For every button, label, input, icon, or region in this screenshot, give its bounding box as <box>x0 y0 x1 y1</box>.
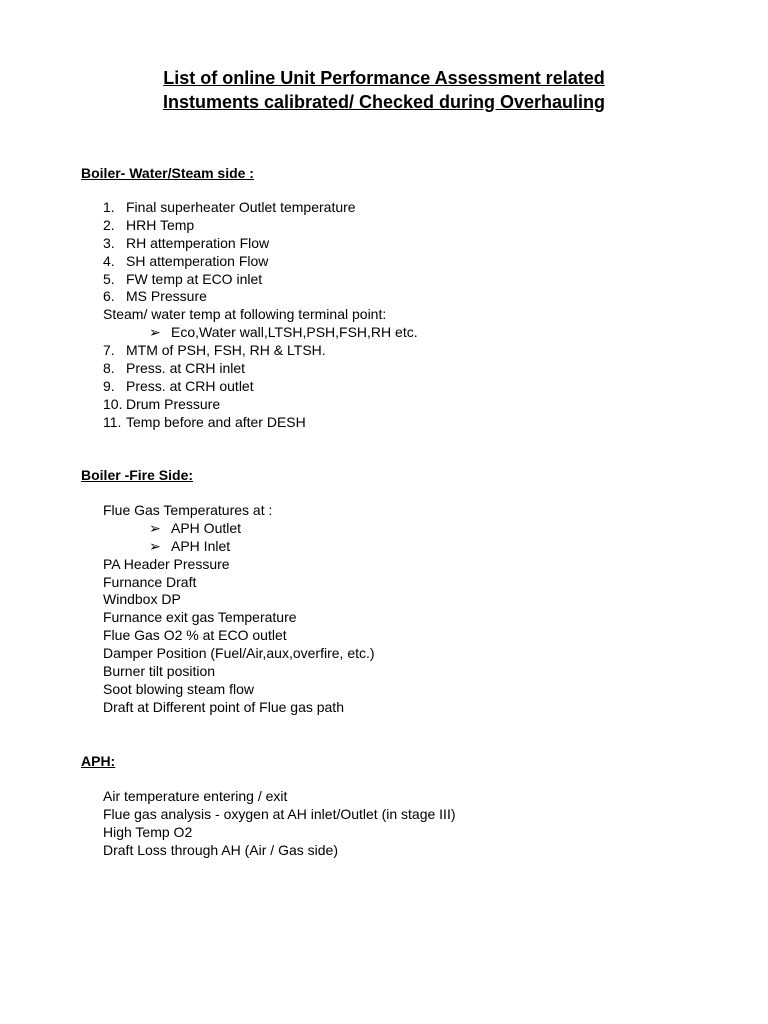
list-item: Draft at Different point of Flue gas path <box>103 698 344 715</box>
steam-note: Steam/ water temp at following terminal point: <box>103 306 387 323</box>
list-item: Flue gas analysis - oxygen at AH inlet/Outlet (in stage III) <box>103 805 456 822</box>
aph-list <box>0 788 768 860</box>
list-item: 2. HRH Temp <box>103 216 195 233</box>
title-line-1: List of online Unit Performance Assessment related <box>163 68 605 88</box>
list-item: Damper Position (Fuel/Air,aux,overfire, etc.) <box>103 645 375 662</box>
section-heading-boiler-fire: Boiler -Fire Side: <box>81 467 194 483</box>
list-item: Flue Gas O2 % at ECO outlet <box>103 627 287 644</box>
boiler-fire-list <box>0 502 768 717</box>
list-item: 11. Temp before and after DESH <box>103 413 306 430</box>
list-item: PA Header Pressure <box>103 555 230 572</box>
list-item: High Temp O2 <box>103 823 193 840</box>
list-item: Draft Loss through AH (Air / Gas side) <box>103 841 338 858</box>
list-item: 9. Press. at CRH outlet <box>103 377 254 394</box>
title-line-2: Instuments calibrated/ Checked during Overhauling <box>162 92 606 112</box>
arrow-bullet-icon: ➢ <box>149 519 161 536</box>
list-item: 10. Drum Pressure <box>103 395 221 412</box>
list-item: Furnance Draft <box>103 573 197 590</box>
list-item: Soot blowing steam flow <box>103 680 254 697</box>
list-item: 7. MTM of PSH, FSH, RH & LTSH. <box>103 342 326 359</box>
list-item: Burner tilt position <box>103 663 216 680</box>
boiler-water-list <box>0 199 768 432</box>
list-item: ➢ APH Inlet <box>149 537 231 554</box>
section-heading-aph: APH: <box>81 753 116 769</box>
list-item: Air temperature entering / exit <box>103 788 288 804</box>
list-item: ➢ Eco,Water wall,LTSH,PSH,FSH,RH etc. <box>149 324 418 341</box>
list-item: 4. SH attemperation Flow <box>103 252 269 269</box>
list-item: 5. FW temp at ECO inlet <box>103 270 263 287</box>
list-item: 8. Press. at CRH inlet <box>103 360 246 377</box>
arrow-bullet-icon: ➢ <box>149 537 161 554</box>
section-heading-boiler-water: Boiler- Water/Steam side : <box>81 165 254 181</box>
list-item: 1. Final superheater Outlet temperature <box>103 199 356 215</box>
list-item: 6. MS Pressure <box>103 288 207 305</box>
document-title <box>0 66 768 114</box>
list-item: Windbox DP <box>103 591 181 608</box>
list-item: Furnance exit gas Temperature <box>103 609 297 626</box>
list-item: ➢ APH Outlet <box>149 519 242 536</box>
arrow-bullet-icon: ➢ <box>149 324 161 341</box>
flue-intro: Flue Gas Temperatures at : <box>103 502 273 518</box>
list-item: 3. RH attemperation Flow <box>103 234 270 251</box>
